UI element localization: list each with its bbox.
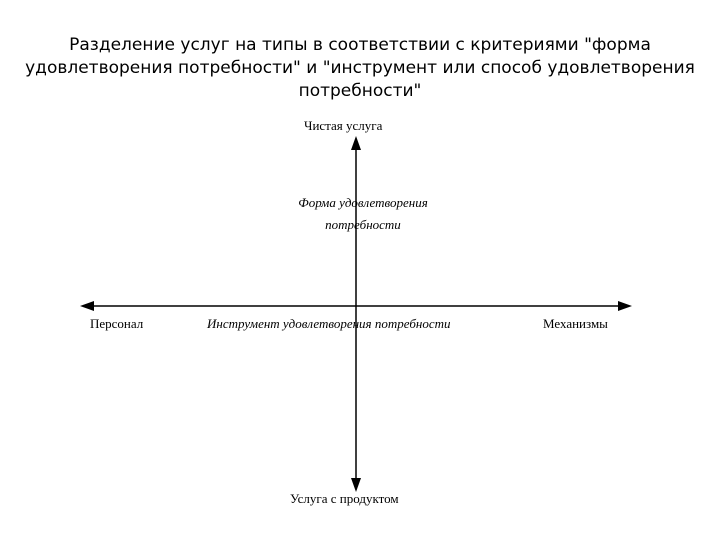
label-horizontal-axis-name: Инструмент удовлетворения потребности [207,316,451,331]
label-left-personnel: Персонал [90,316,144,331]
vertical-axis-name-line-1: Форма удовлетворения [298,195,428,210]
label-right-mechanisms: Механизмы [543,316,608,331]
title-line-1: Разделение услуг на типы в соответствии с критериями "форма [69,35,651,55]
label-vertical-axis-name [284,192,442,236]
arrow-down-icon [351,478,361,492]
label-bottom-service-with-product: Услуга с продуктом [290,491,399,506]
arrow-left-icon [80,301,94,311]
arrow-right-icon [618,301,632,311]
title-line-3: потребности" [298,81,422,101]
arrow-up-icon [351,136,361,150]
title-line-2: удовлетворения потребности" и "инструмент или способ удовлетворения [25,58,695,78]
vertical-axis-name-line-2: потребности [325,217,401,232]
label-top-pure-service: Чистая услуга [304,118,383,133]
